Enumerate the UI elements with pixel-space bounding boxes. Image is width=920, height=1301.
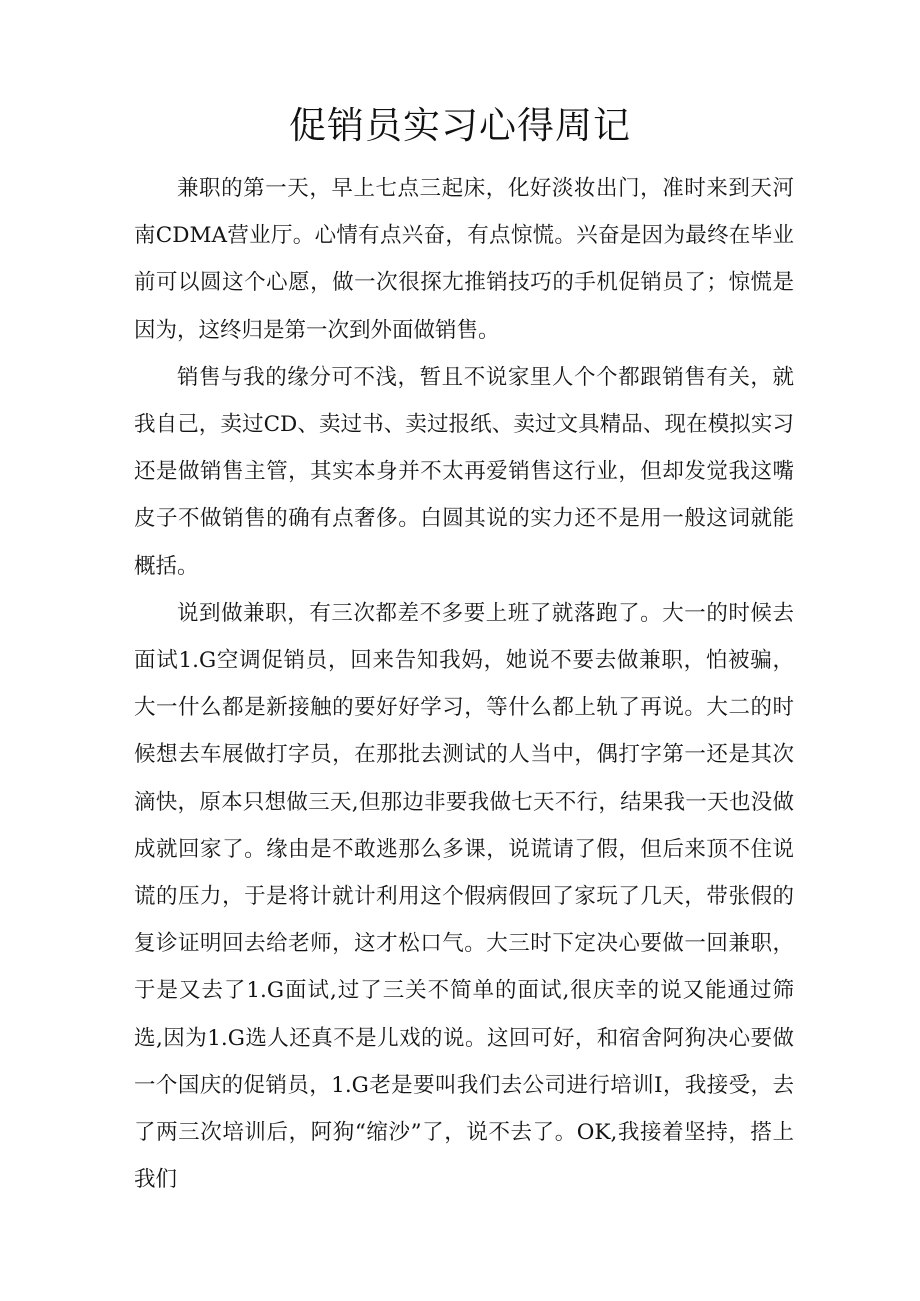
paragraph-2: 销售与我的缘分可不浅，暂且不说家里人个个都跟销售有关，就我自己，卖过CD、卖过书、卖过报纸、卖过文具精品、现在模拟实习还是做销售主管，其实本身并不太再爱销售这行业，但却发觉我这嘴皮子不做销售的确有点奢侈。白圆其说的实力还不是用一般这词就能概括。 <box>134 364 794 579</box>
paragraph-1: 兼职的第一天，早上七点三起床，化好淡妆出门，准时来到天河南CDMA营业厅。心情有点兴奋，有点惊慌。兴奋是因为最终在毕业前可以圆这个心愿，做一次很探尢推销技巧的手机促销员了；惊慌是因为，这终归是第一次到外面做销售。 <box>134 176 794 343</box>
paragraph-3: 说到做兼职，有三次都差不多要上班了就落跑了。大一的时候去面试1.G空调促销员，回来告知我妈，她说不要去做兼职，怕被骗，大一什么都是新接触的要好好学习，等什么都上轨了再说。大二的时候想去车展做打字员，在那批去测试的人当中，偶打字第一还是其次滴快，原本只想做三天,但那边非要我做七天不行，结果我一天也没做成就回家了。缘由是不敢逃那么多课，说谎请了假，但后来顶不住说谎的压力，于是将计就计利用这个假病假回了家玩了几天，带张假的复诊证明回去给老师，这才松口气。大三时下定决心要做一回兼职，于是又去了1.G面试,过了三关不简单的面试,很庆幸的说又能通过筛选,因为1.G选人还真不是儿戏的说。这回可好，和宿舍阿狗决心要做一个国庆的促销员，1.G老是要叫我们去公司进行培训I，我接受，去了两三次培训后，阿狗“缩沙”了，说不去了。OK,我接着坚持，搭上我们 <box>134 600 794 1193</box>
document-title: 促销员实习心得周记 <box>289 104 631 147</box>
document-body <box>134 165 794 1203</box>
